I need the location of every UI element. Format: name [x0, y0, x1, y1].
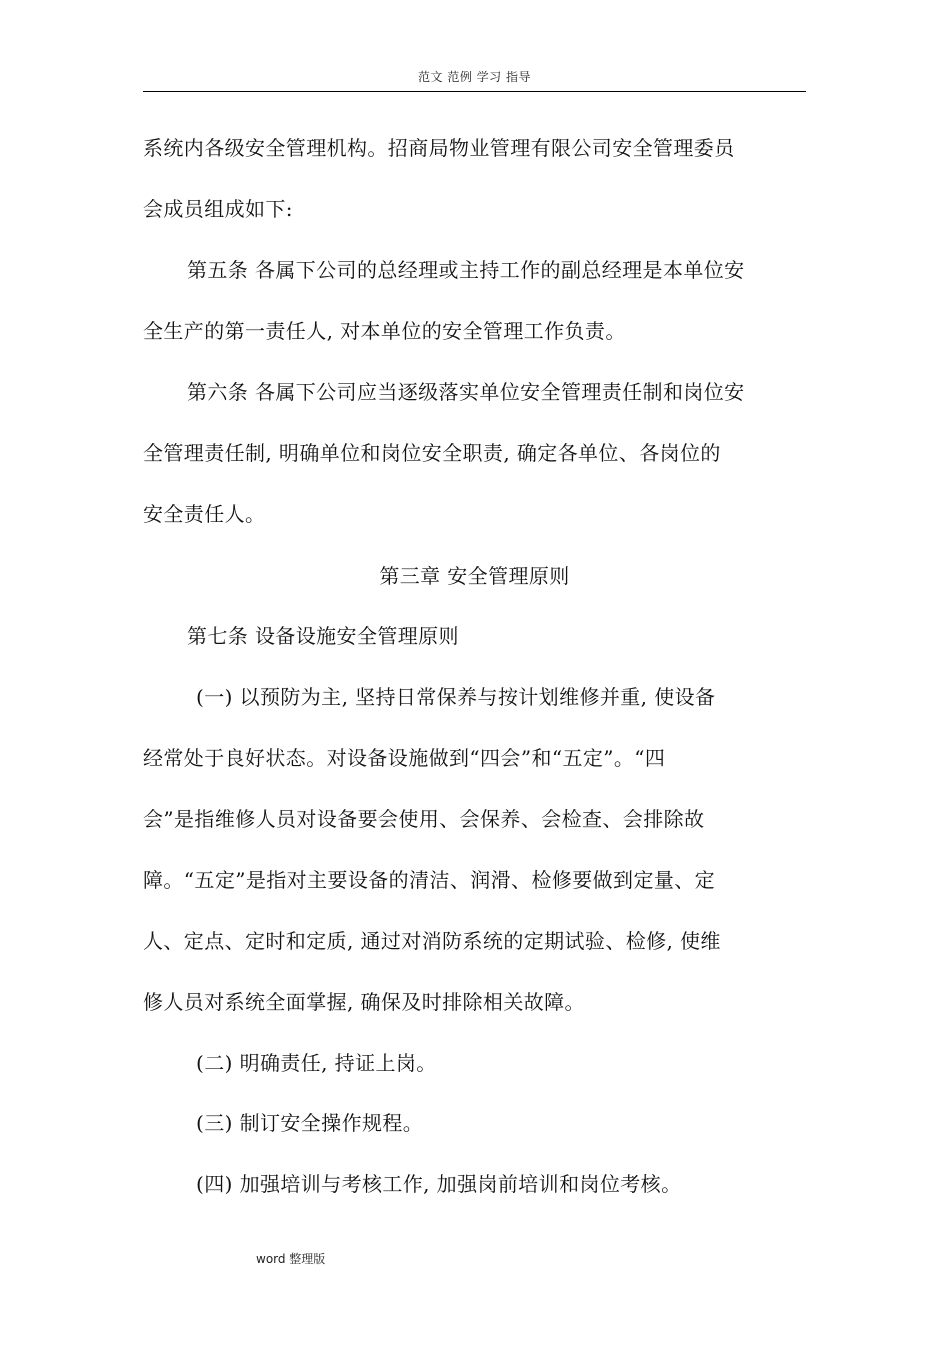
body-line: 全管理责任制, 明确单位和岗位安全职责, 确定各单位、各岗位的 — [143, 441, 721, 465]
item-4-line: (四) 加强培训与考核工作, 加强岗前培训和岗位考核。 — [196, 1172, 682, 1196]
body-line: 会成员组成如下: — [143, 197, 293, 221]
article-5-heading-line: 第五条 各属下公司的总经理或主持工作的副总经理是本单位安 — [187, 258, 745, 282]
body-line: 安全责任人。 — [143, 502, 266, 526]
body-line: 修人员对系统全面掌握, 确保及时排除相关故障。 — [143, 990, 585, 1014]
header-divider — [143, 91, 806, 92]
item-1-line: (一) 以预防为主, 坚持日常保养与按计划维修并重, 使设备 — [196, 685, 716, 709]
item-2-line: (二) 明确责任, 持证上岗。 — [196, 1051, 437, 1075]
page-footer: word 整理版 — [256, 1252, 326, 1266]
body-line: 会”是指维修人员对设备要会使用、会保养、会检查、会排除故 — [143, 807, 705, 831]
article-7-heading: 第七条 设备设施安全管理原则 — [187, 624, 459, 648]
body-line: 系统内各级安全管理机构。招商局物业管理有限公司安全管理委员 — [143, 136, 735, 160]
item-3-line: (三) 制订安全操作规程。 — [196, 1111, 424, 1135]
chapter-heading: 第三章 安全管理原则 — [379, 564, 570, 588]
body-line: 人、定点、定时和定质, 通过对消防系统的定期试验、检修, 使维 — [143, 929, 721, 953]
article-6-heading-line: 第六条 各属下公司应当逐级落实单位安全管理责任制和岗位安 — [187, 380, 745, 404]
body-line: 障。“五定”是指对主要设备的清洁、润滑、检修要做到定量、定 — [143, 868, 716, 892]
body-line: 全生产的第一责任人, 对本单位的安全管理工作负责。 — [143, 319, 626, 343]
page-header: 范文 范例 学习 指导 — [418, 70, 531, 84]
body-line: 经常处于良好状态。对设备设施做到“四会”和“五定”。“四 — [143, 746, 666, 770]
